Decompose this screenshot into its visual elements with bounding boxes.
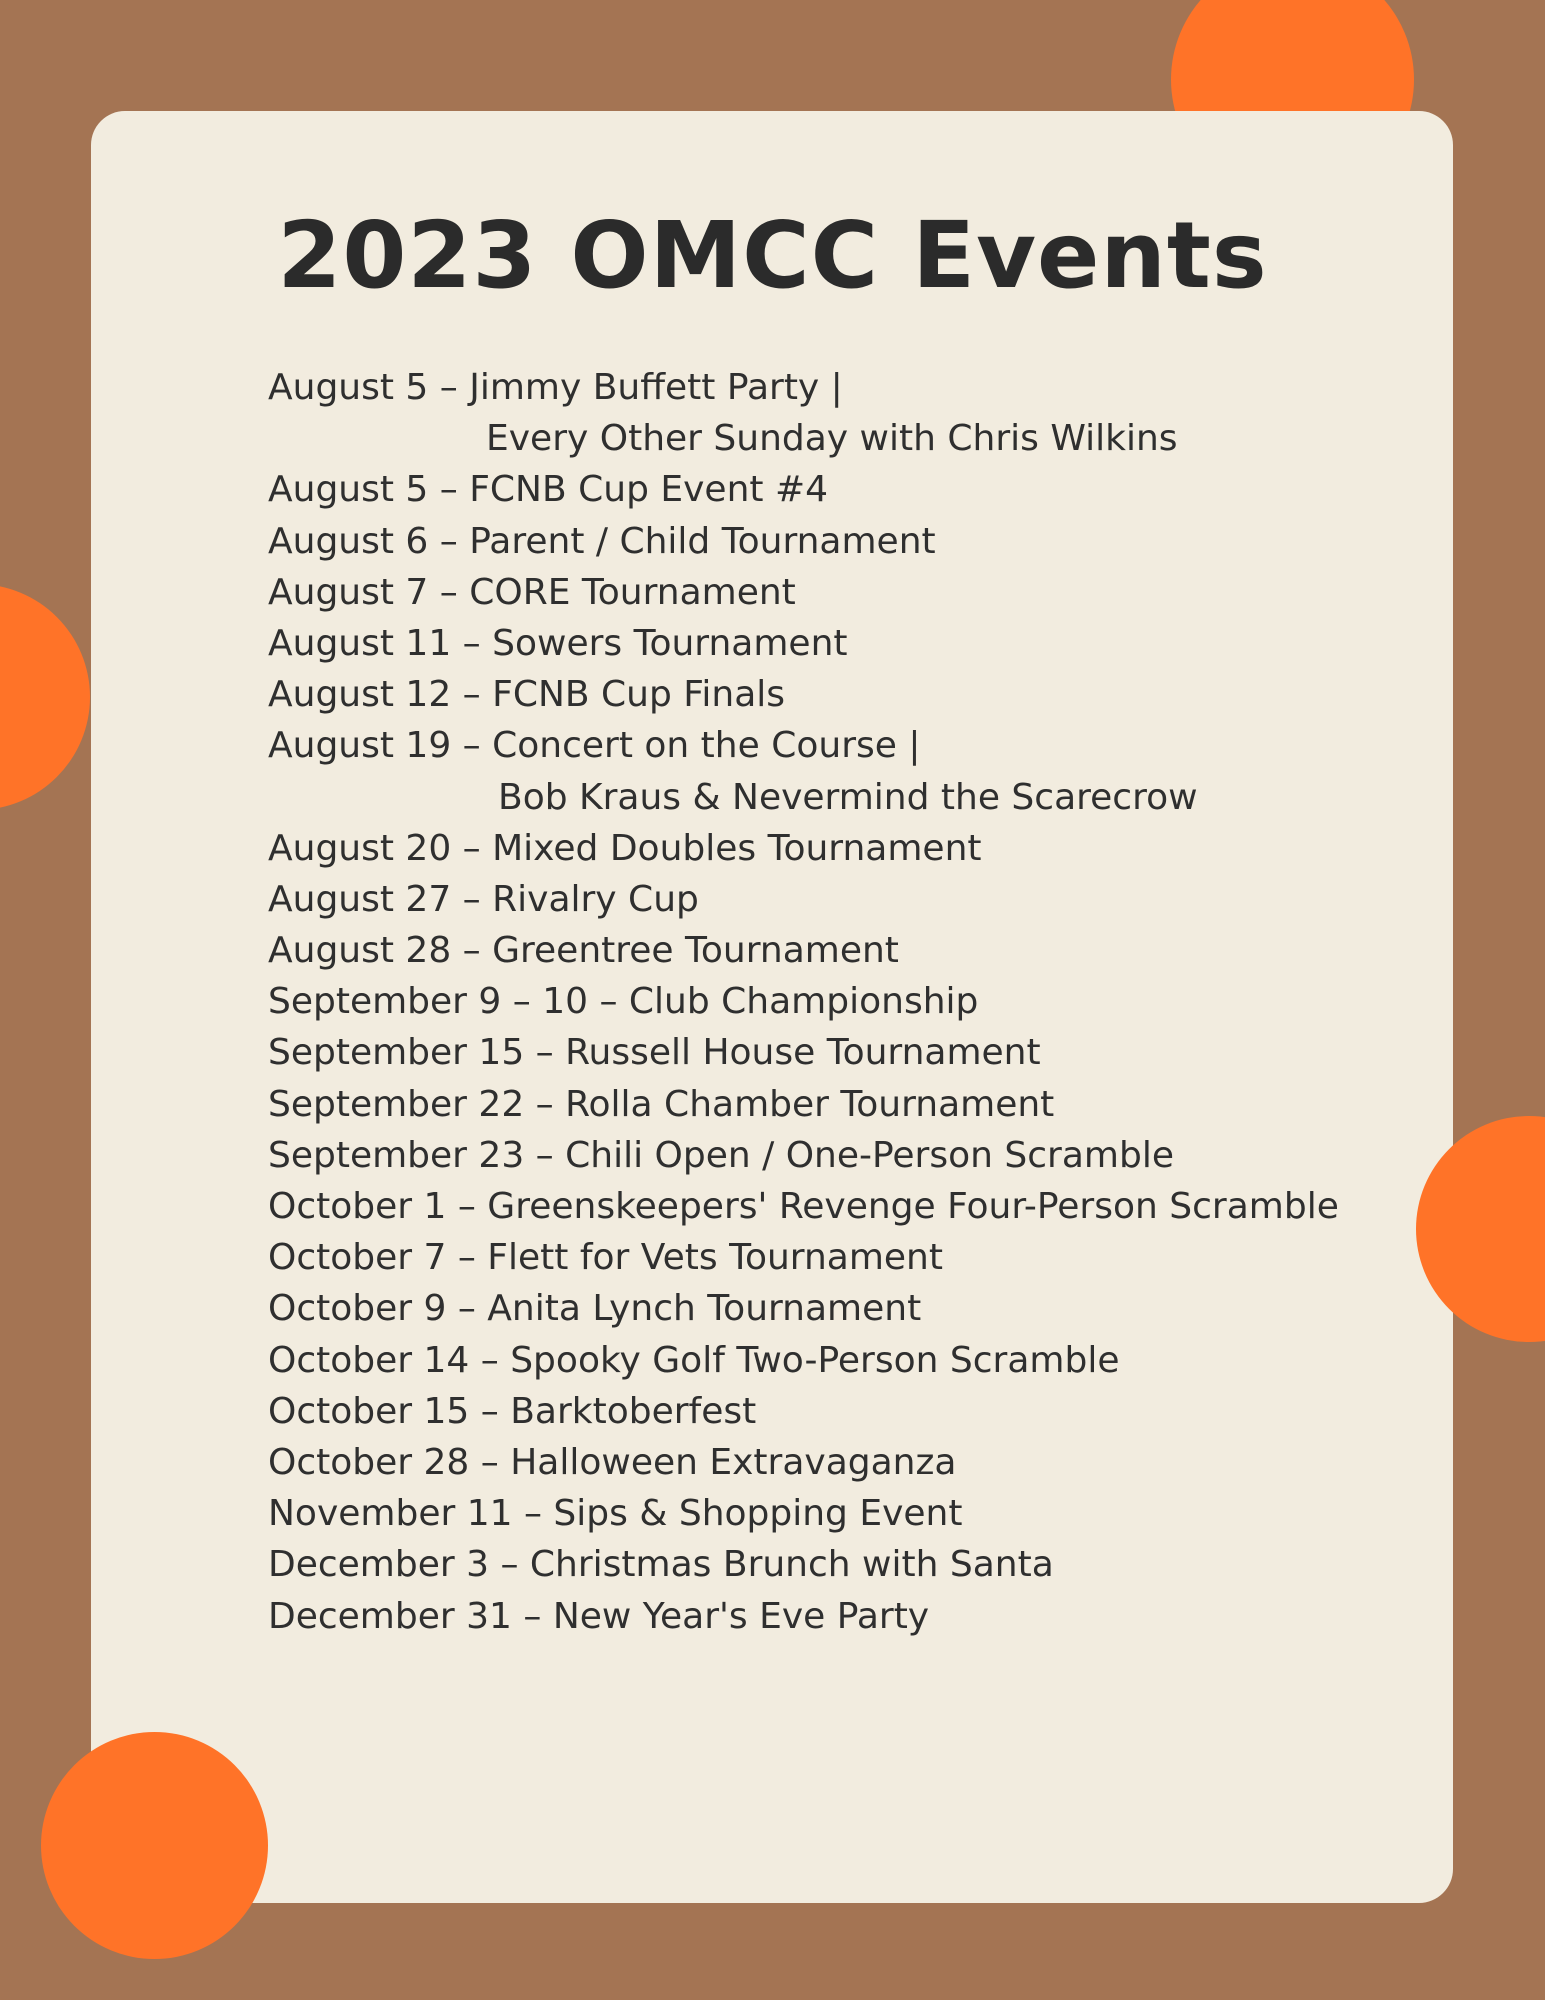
event-line: August 20 – Mixed Doubles Tournament xyxy=(268,827,982,869)
event-line: August 27 – Rivalry Cup xyxy=(268,878,699,920)
event-line: October 7 – Flett for Vets Tournament xyxy=(268,1237,943,1279)
event-item xyxy=(268,669,1418,720)
event-item xyxy=(268,1386,1418,1437)
event-item xyxy=(268,976,1418,1027)
event-item xyxy=(268,516,1418,567)
event-line: October 1 – Greenskeepers' Revenge Four-Person Scramble xyxy=(268,1186,1339,1227)
event-item xyxy=(268,823,1418,874)
event-item xyxy=(268,1591,1418,1642)
event-line: August 7 – CORE Tournament xyxy=(268,571,796,613)
event-item xyxy=(268,925,1418,976)
event-line: August 5 – FCNB Cup Event #4 xyxy=(268,469,829,511)
event-item xyxy=(268,1335,1418,1386)
event-line: October 14 – Spooky Golf Two-Person Scramble xyxy=(268,1339,1120,1381)
event-line: November 11 – Sips & Shopping Event xyxy=(268,1493,963,1535)
event-item xyxy=(268,1130,1418,1181)
event-line: August 12 – FCNB Cup Finals xyxy=(268,674,786,716)
page-title: 2023 OMCC Events xyxy=(277,202,1268,309)
event-line: December 3 – Christmas Brunch with Santa xyxy=(268,1544,1054,1586)
event-item xyxy=(268,1488,1418,1539)
event-line: December 31 – New Year's Eve Party xyxy=(268,1595,930,1637)
event-line: September 22 – Rolla Chamber Tournament xyxy=(268,1083,1055,1125)
event-line-continuation: Bob Kraus & Nevermind the Scarecrow xyxy=(498,776,1198,818)
event-item xyxy=(268,618,1418,669)
event-line-continuation: Every Other Sunday with Chris Wilkins xyxy=(486,418,1178,460)
event-line: August 5 – Jimmy Buffett Party | xyxy=(268,367,843,408)
event-line: August 6 – Parent / Child Tournament xyxy=(268,520,936,562)
decorative-circle-bottom-left xyxy=(41,1732,268,1959)
event-item xyxy=(268,874,1418,925)
event-line: September 15 – Russell House Tournament xyxy=(268,1032,1041,1074)
event-line: September 9 – 10 – Club Championship xyxy=(268,981,979,1023)
event-line: October 28 – Halloween Extravaganza xyxy=(268,1441,957,1483)
event-line: October 15 – Barktoberfest xyxy=(268,1390,757,1432)
decorative-circle-left xyxy=(0,584,90,810)
event-line: August 28 – Greentree Tournament xyxy=(268,930,899,972)
events-list xyxy=(268,362,1418,1642)
event-item xyxy=(268,464,1418,515)
event-line: September 23 – Chili Open / One-Person Scramble xyxy=(268,1134,1174,1176)
event-item xyxy=(268,1232,1418,1283)
event-line: August 11 – Sowers Tournament xyxy=(268,622,848,664)
event-line: October 9 – Anita Lynch Tournament xyxy=(268,1288,922,1330)
event-item xyxy=(268,1079,1418,1130)
event-item xyxy=(268,1539,1418,1590)
event-item xyxy=(268,1437,1418,1488)
event-line: August 19 – Concert on the Course | xyxy=(268,725,921,767)
event-item xyxy=(268,1027,1418,1078)
event-item xyxy=(268,720,1418,822)
event-item xyxy=(268,362,1418,464)
event-item xyxy=(268,1181,1418,1232)
event-item xyxy=(268,1283,1418,1334)
event-item xyxy=(268,567,1418,618)
